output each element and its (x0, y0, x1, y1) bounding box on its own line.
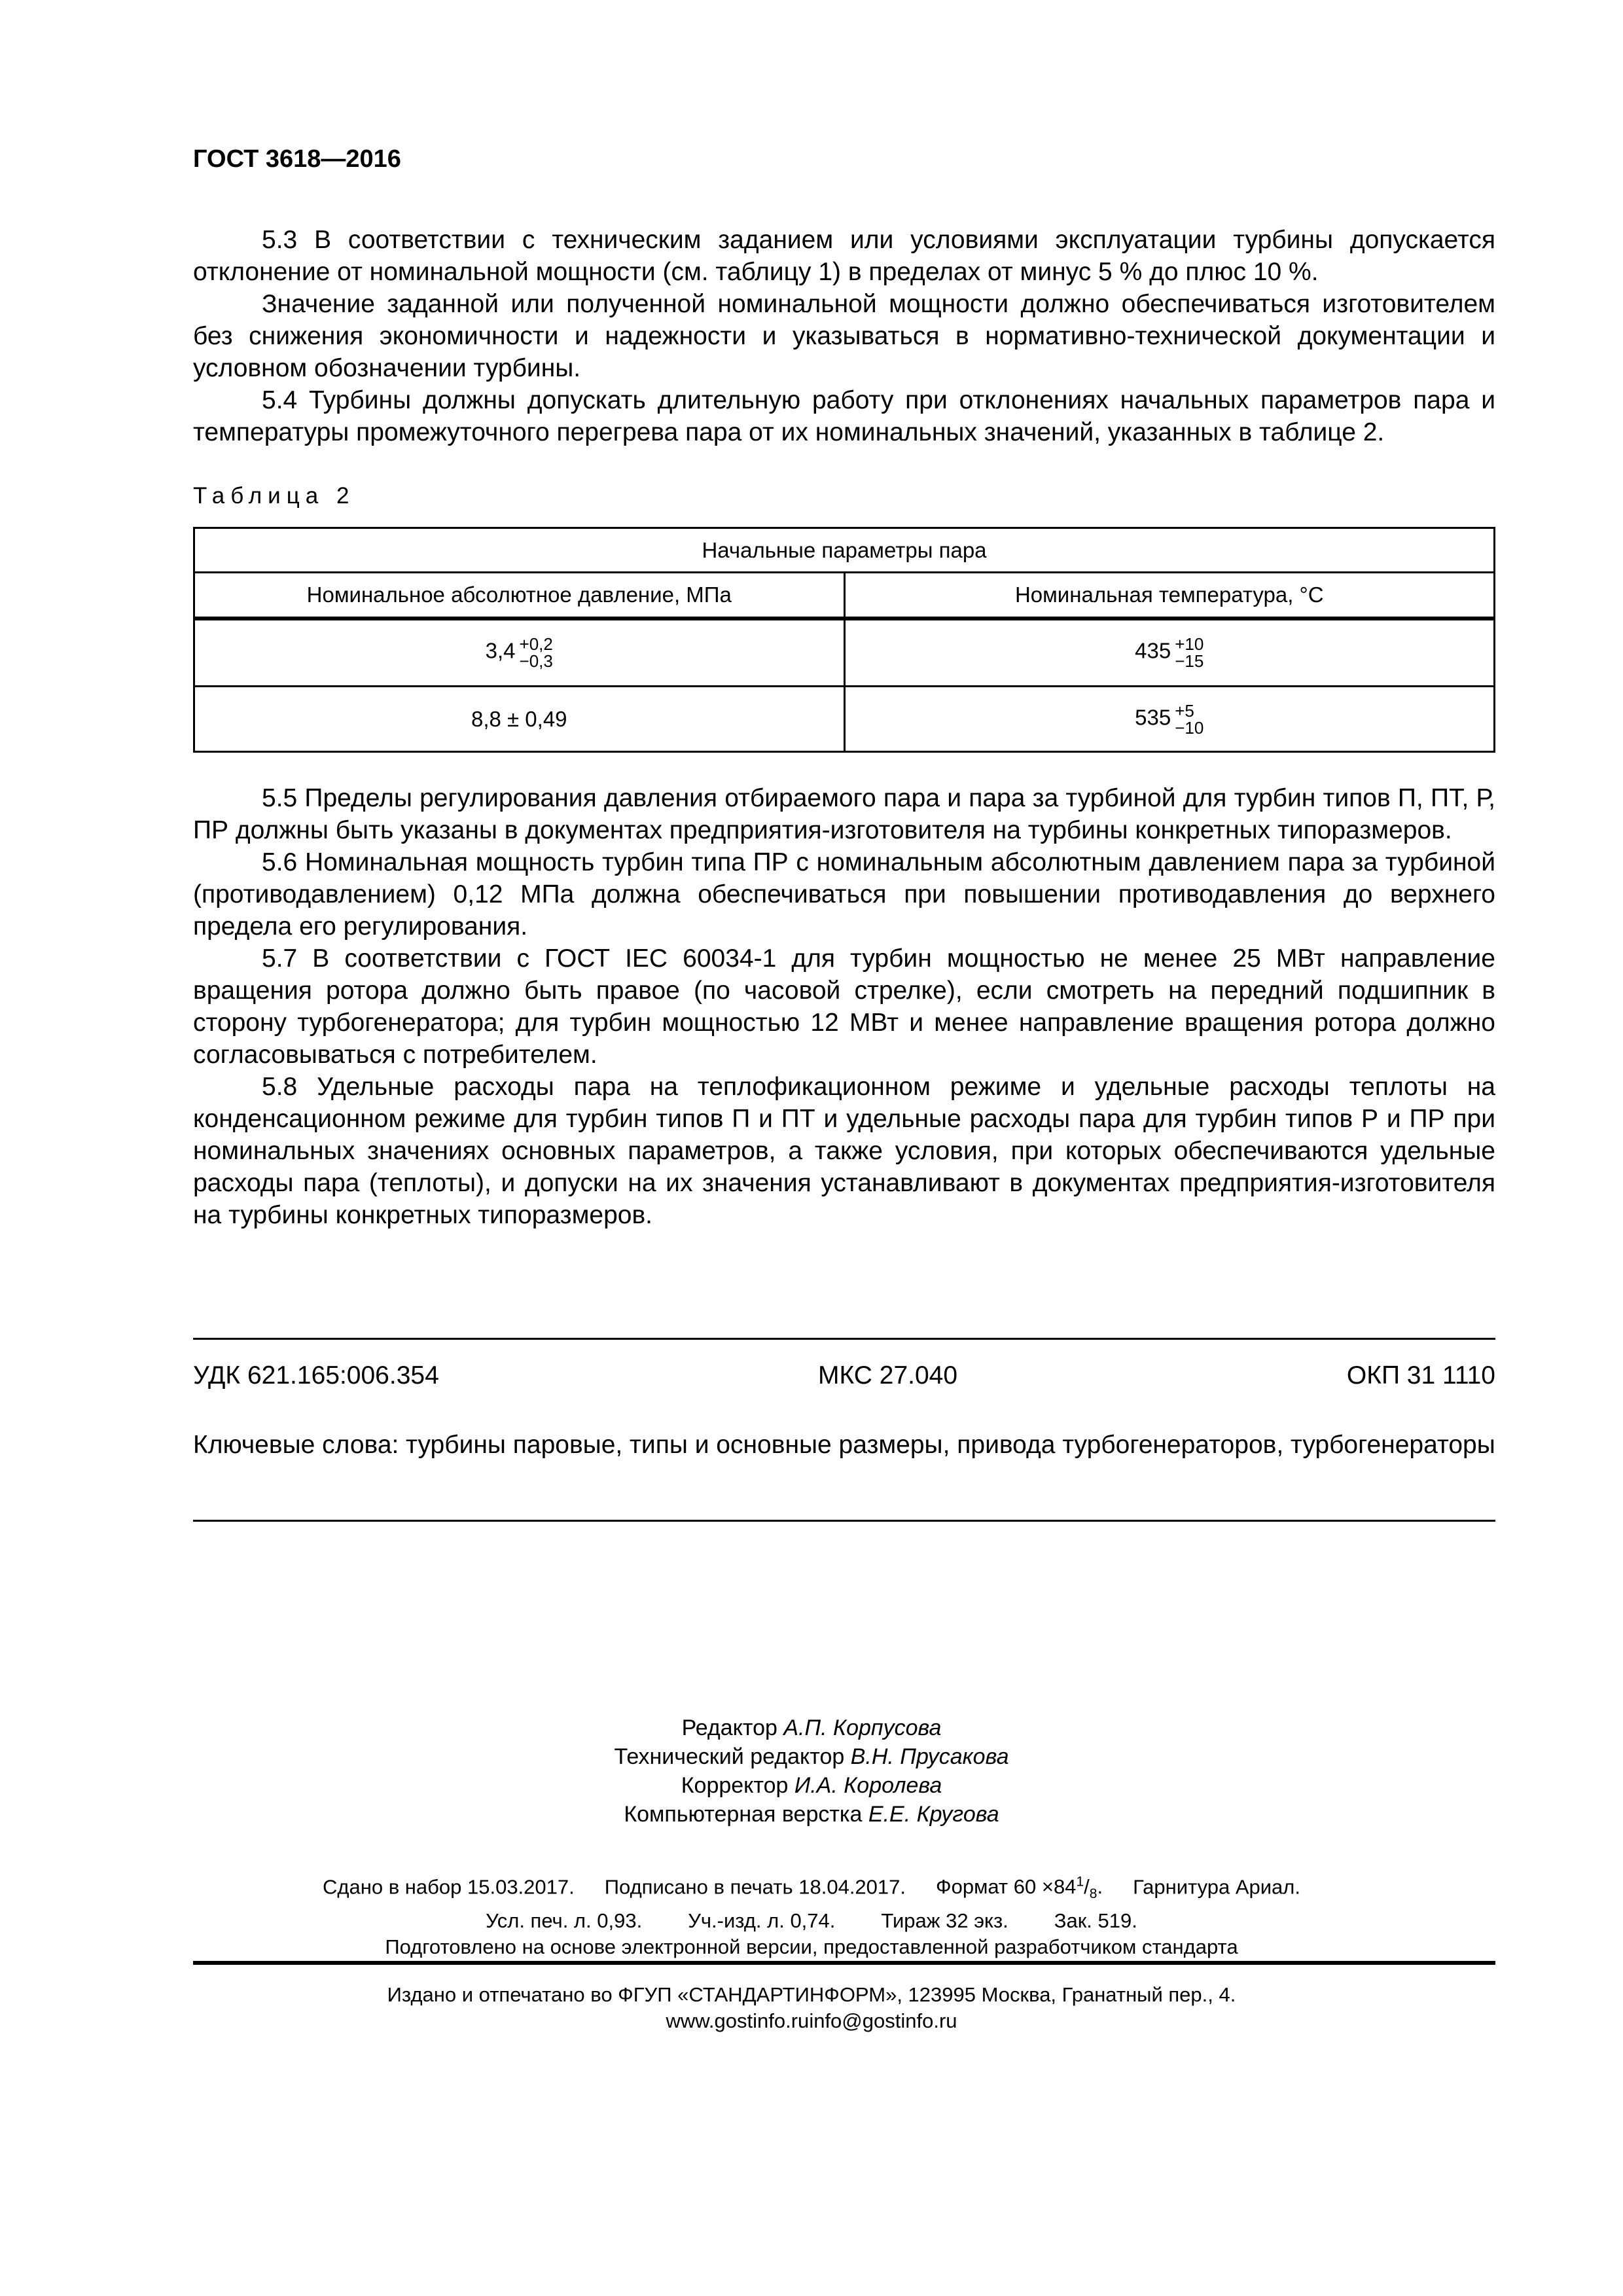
signed-date: Подписано в печать 18.04.2017. (604, 1875, 906, 1899)
pressure-value: 3,4 (485, 638, 516, 663)
credit-role: Редактор (681, 1715, 777, 1740)
credit-name: А.П. Корпусова (783, 1715, 942, 1740)
credit-line (0, 1800, 1623, 1829)
credit-name: И.А. Королева (794, 1773, 942, 1798)
keywords: Ключевые слова: турбины паровые, типы и основные размеры, привода турбогенераторов, турбогенераторы (193, 1431, 1495, 1459)
temperature-tolerance (1175, 702, 1204, 736)
page-header: ГОСТ 3618—2016 (193, 145, 401, 173)
credits-block (0, 1713, 1623, 1829)
udk-code: УДК 621.165:006.354 (193, 1361, 439, 1390)
table-group-header-row (194, 528, 1495, 573)
cell-temperature (844, 619, 1495, 687)
paragraph-5-5: 5.5 Пределы регулирования давления отбираемого пара и пара за турбиной для турбин типов П, ПТ, Р, ПР должны быть указаны в документах предприятия-изготовителя на турбины конкретных типоразмеров. (193, 784, 1495, 844)
column-header-pressure: Номинальное абсолютное давление, МПа (194, 573, 845, 619)
paragraph-5-4: 5.4 Турбины должны допускать длительную работу при отклонениях начальных параметров пара и температуры промежуточного перегрева пара от их номинальных значений, указанных в таблице 2. (193, 386, 1495, 446)
tolerance-upper: +0,2 (519, 634, 553, 655)
cell-pressure (194, 619, 845, 687)
text-block-bottom (193, 782, 1495, 1231)
table-column-header-row (194, 573, 1495, 619)
publisher-line: Издано и отпечатано во ФГУП «СТАНДАРТИНФОРМ», 123995 Москва, Гранатный пер., 4. (387, 1983, 1236, 2006)
email-link[interactable]: info@gostinfo.ru (809, 2009, 957, 2032)
tolerance-lower: −15 (1175, 651, 1204, 672)
paragraph-5-8: 5.8 Удельные расходы пара на теплофикационном режиме и удельные расходы теплоты на конденсационном режиме для турбин типов П и ПТ и удельные расходы пара для турбин типов Р и ПР при номинальных значениях основных параметров, а также условия, при которых обеспечиваются удельные расходы пара (теплоты), и допуски на их значения устанавливают в документах предприятия-изготовителя на турбины конкретных типоразмеров. (193, 1073, 1495, 1229)
paper-format: Формат $60 \times 84^1/_8$. (936, 1874, 1103, 1902)
temperature-tolerance (1175, 636, 1204, 670)
print-run: Тираж 32 экз. (881, 1909, 1008, 1932)
table-group-header: Начальные параметры пара (194, 528, 1495, 573)
imprint-line-2 (0, 1908, 1623, 1934)
steam-parameters-table (193, 527, 1495, 753)
tolerance-upper: +5 (1175, 700, 1194, 721)
tolerance-lower: −10 (1175, 717, 1204, 738)
cell-temperature (844, 687, 1495, 752)
table-caption: Таблица 2 (193, 483, 355, 509)
tolerance-upper: +10 (1175, 634, 1204, 655)
divider-top (193, 1338, 1495, 1340)
paragraph-5-6: 5.6 Номинальная мощность турбин типа ПР с номинальным абсолютным давлением пара за турбиной (противодавлением) 0,12 МПа должна обеспечиваться при повышении противодавления до верхнего предела его регулирования. (193, 848, 1495, 941)
credit-role: Технический редактор (614, 1744, 845, 1769)
imprint-prepared: Подготовлено на основе электронной версии, предоставленной разработчиком стандарта (385, 1935, 1238, 1958)
credit-name: Е.Е. Кругова (868, 1802, 999, 1827)
divider-keywords (193, 1520, 1495, 1522)
pressure-value: 8,8 ± 0,49 (471, 706, 567, 731)
column-header-temperature: Номинальная температура, °С (844, 573, 1495, 619)
typeset-date: Сдано в набор 15.03.2017. (323, 1875, 575, 1899)
table-row (194, 687, 1495, 752)
divider-publisher (193, 1961, 1495, 1965)
mks-code: МКС 27.040 (818, 1361, 958, 1390)
publisher-contacts (0, 2008, 1623, 2034)
temperature-value: 535 (1135, 705, 1171, 730)
print-sheets: Усл. печ. л. 0,93. (486, 1909, 643, 1932)
temperature-value: 435 (1135, 638, 1171, 663)
credit-role: Корректор (681, 1773, 789, 1798)
table-row (194, 619, 1495, 687)
imprint-block (0, 1869, 1623, 1960)
publisher-block (0, 1982, 1623, 2034)
pressure-tolerance (520, 636, 553, 670)
credit-line (0, 1742, 1623, 1771)
imprint-line-1 (0, 1869, 1623, 1908)
publ-sheets: Уч.-изд. л. 0,74. (688, 1909, 836, 1932)
tolerance-lower: −0,3 (519, 651, 553, 672)
text-block-top (193, 224, 1495, 448)
credit-line (0, 1713, 1623, 1742)
credit-role: Компьютерная верстка (624, 1802, 863, 1827)
website-link[interactable]: www.gostinfo.ru (666, 2009, 810, 2032)
font-family-note: Гарнитура Ариал. (1133, 1875, 1300, 1899)
credit-name: В.Н. Прусакова (850, 1744, 1009, 1769)
credit-line (0, 1771, 1623, 1800)
paragraph-5-7: 5.7 В соответствии с ГОСТ IEC 60034-1 для турбин мощностью не менее 25 МВт направление вращения ротора должно быть правое (по часовой стрелке), если смотреть на передний подшипник в сторону турбогенератора; для турбин мощностью 12 МВт и менее направление вращения ротора должно согласовываться с потребителем. (193, 944, 1495, 1069)
order-number: Зак. 519. (1054, 1909, 1137, 1932)
okp-code: ОКП 31 1110 (1346, 1361, 1495, 1390)
cell-pressure (194, 687, 845, 752)
paragraph-power-note: Значение заданной или полученной номинальной мощности должно обеспечиваться изготовителем без снижения экономичности и надежности и указываться в нормативно-технической документации и условном обозначении турбины. (193, 290, 1495, 382)
paragraph-5-3: 5.3 В соответствии с техническим заданием или условиями эксплуатации турбины допускается отклонение от номинальной мощности (см. таблицу 1) в пределах от минус 5 % до плюс 10 %. (193, 226, 1495, 286)
